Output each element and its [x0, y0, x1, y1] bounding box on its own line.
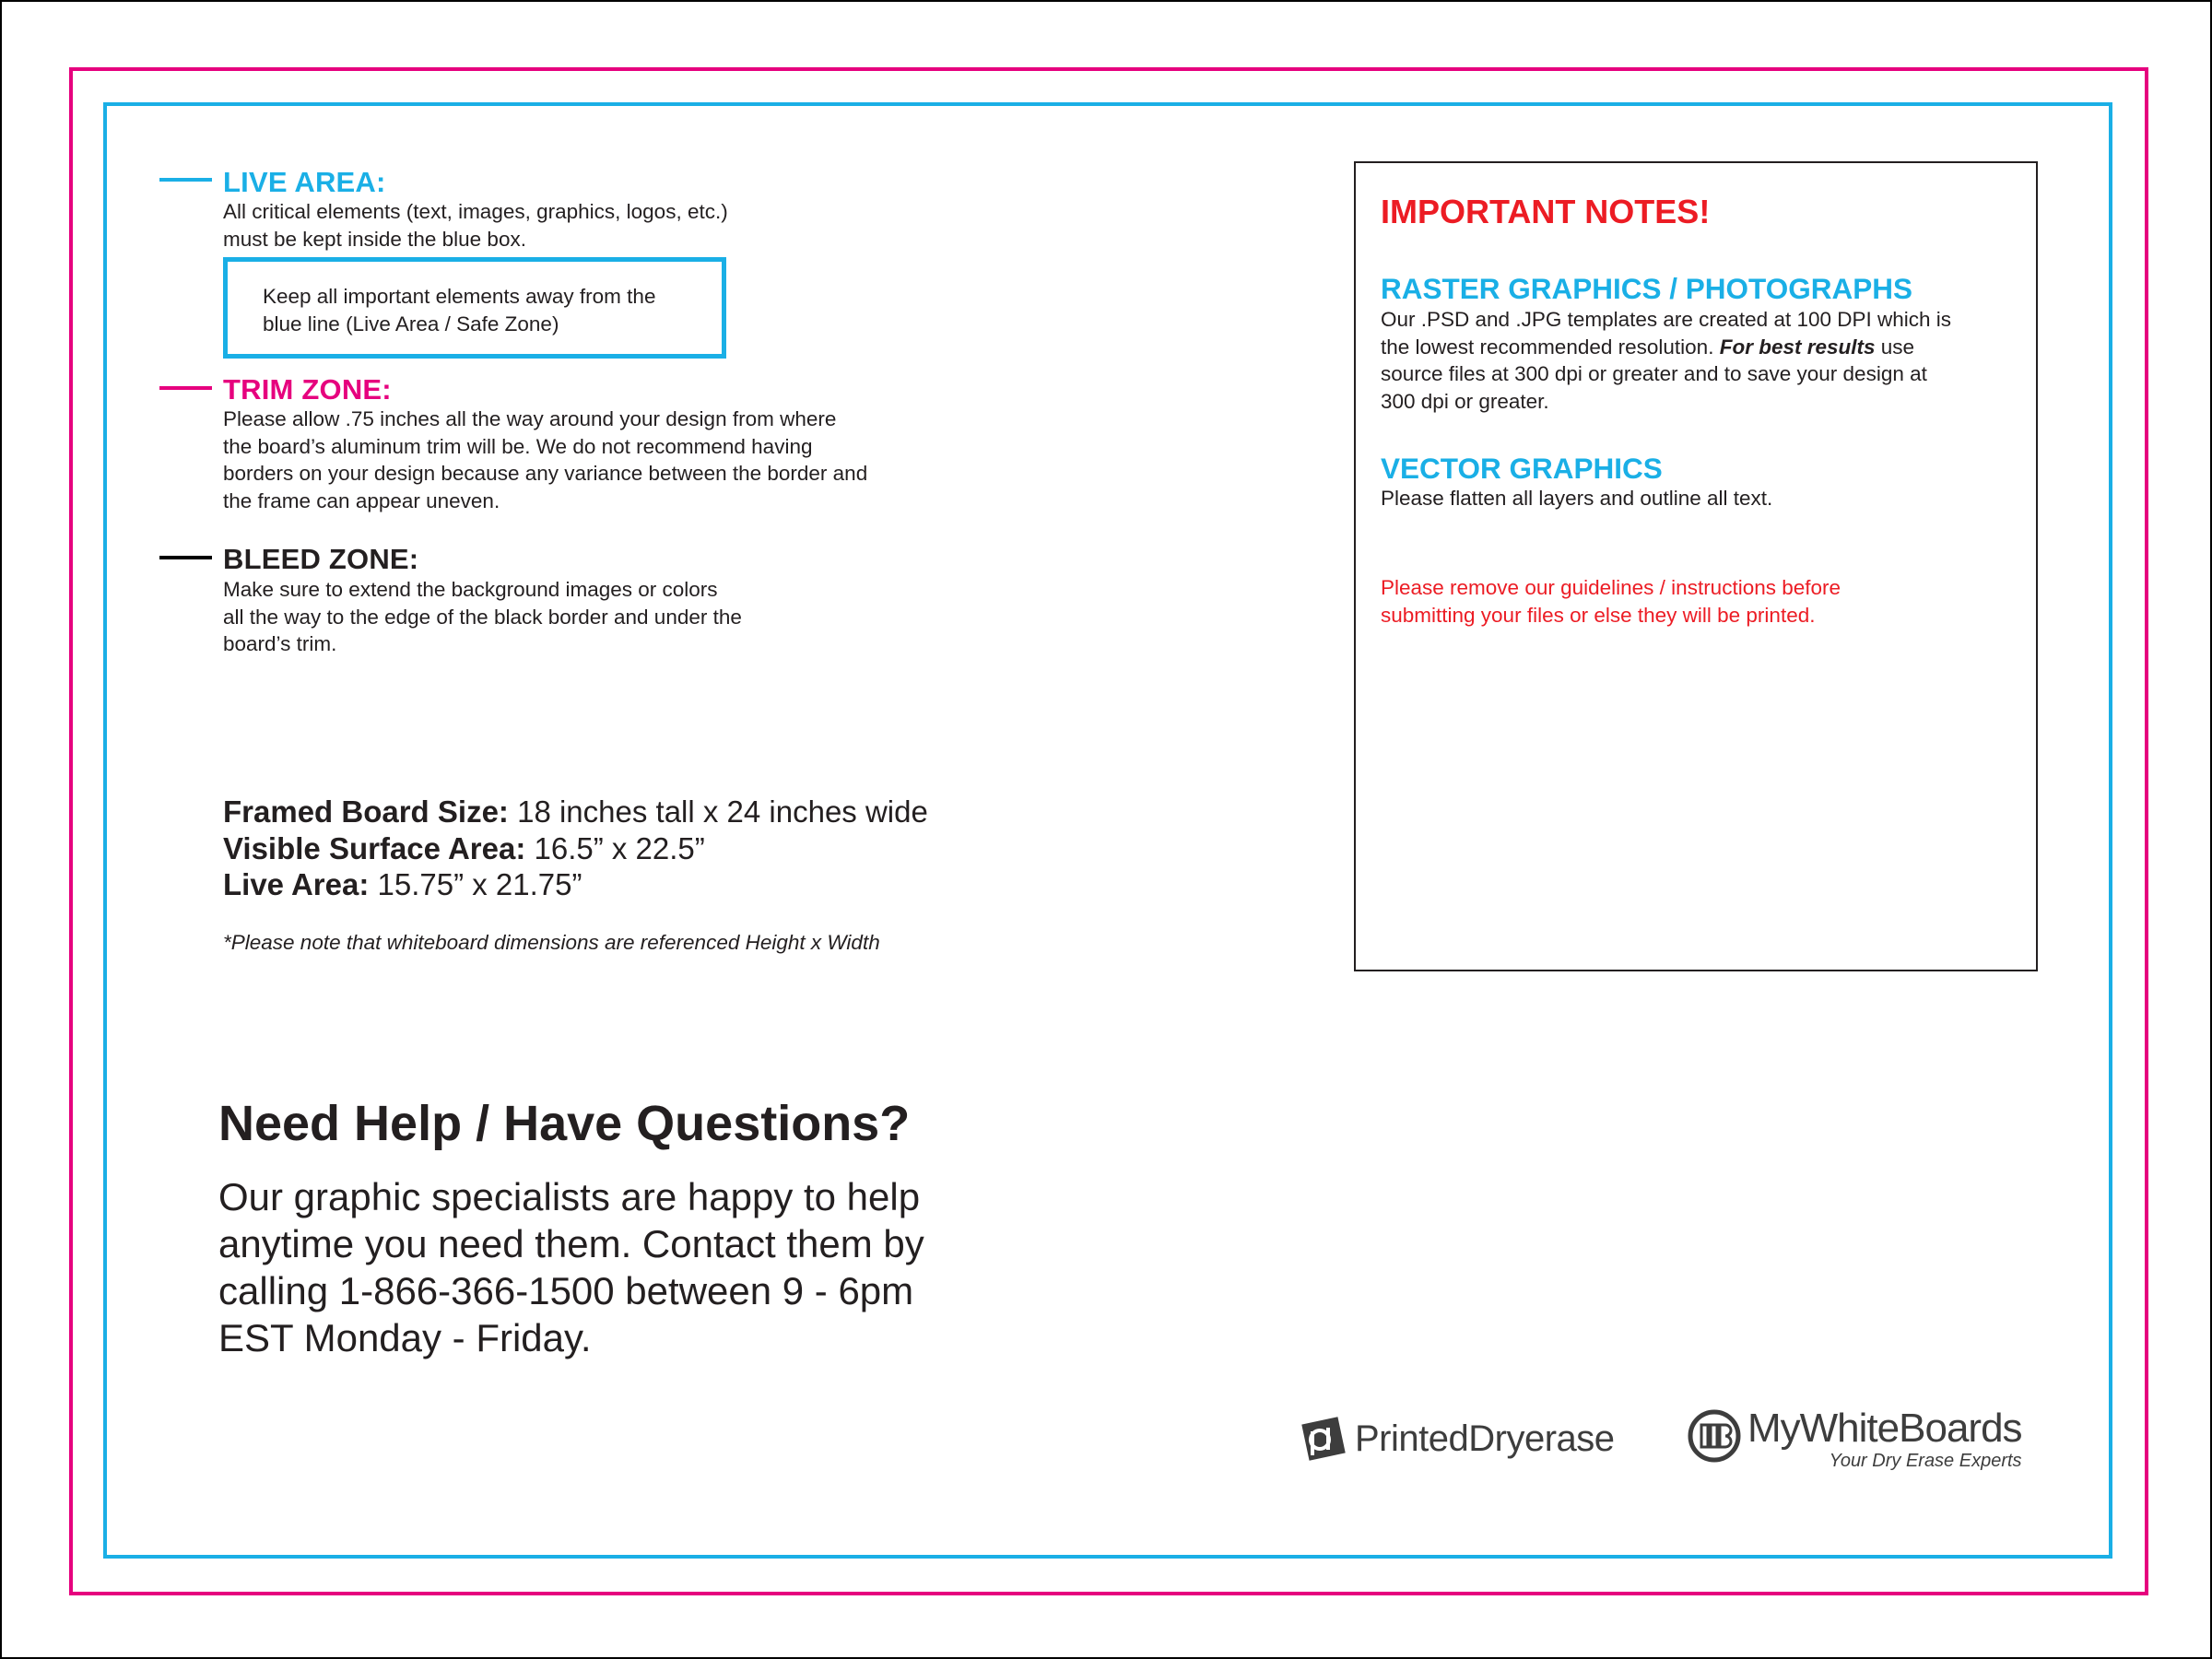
trim-zone-line-1: Please allow .75 inches all the way around your design from where [223, 407, 837, 430]
framed-board-size-label: Framed Board Size: [223, 794, 509, 829]
raster-graphics-text [1381, 306, 2026, 415]
help-title: Need Help / Have Questions? [218, 1096, 911, 1151]
bleed-zone-line-2: all the way to the edge of the black border and under the [223, 605, 742, 629]
mywhiteboards-logo [1687, 1408, 2022, 1475]
mywhiteboards-text [1747, 1408, 2022, 1472]
important-notes-title: IMPORTANT NOTES! [1381, 193, 1711, 230]
printed-dryerase-wordmark: PrintedDryerase [1355, 1418, 1615, 1459]
bleed-zone-legend-line [159, 556, 212, 559]
printed-dryerase-logo [1300, 1411, 1615, 1466]
raster-line-4: 300 dpi or greater. [1381, 389, 1549, 413]
visible-surface-area-value: 16.5” x 22.5” [525, 830, 705, 865]
help-line-1: Our graphic specialists are happy to help [218, 1175, 921, 1218]
trim-zone-line-2: the board’s aluminum trim will be. We do not recommend having [223, 434, 813, 458]
raster-line-2-c: use [1875, 335, 1915, 359]
bleed-zone-heading: BLEED ZONE: [223, 543, 419, 575]
live-area-size [223, 866, 928, 903]
raster-line-3: source files at 300 dpi or greater and to save your design at [1381, 362, 1927, 385]
live-area-line-2: must be kept inside the blue box. [223, 227, 526, 251]
warning-line-2: submitting your files or else they will be printed. [1381, 604, 1816, 627]
live-area-description [223, 198, 728, 253]
bleed-zone-line-3: board’s trim. [223, 632, 337, 655]
trim-zone-heading: TRIM ZONE: [223, 373, 392, 406]
visible-surface-area [223, 830, 928, 867]
trim-zone-description [223, 406, 867, 514]
mywhiteboards-logo-icon [1687, 1408, 1742, 1464]
raster-line-2-a: the lowest recommended resolution. [1381, 335, 1720, 359]
example-line-1: Keep all important elements away from the [263, 285, 656, 308]
trim-zone-legend-line [159, 386, 212, 390]
bleed-zone-description [223, 576, 742, 658]
raster-line-2 [1381, 334, 2026, 361]
mywhiteboards-tagline: Your Dry Erase Experts [1829, 1451, 2022, 1471]
raster-graphics-heading: RASTER GRAPHICS / PHOTOGRAPHS [1381, 272, 1912, 305]
help-line-4: EST Monday - Friday. [218, 1316, 592, 1359]
live-area-size-value: 15.75” x 21.75” [369, 867, 582, 901]
help-line-2: anytime you need them. Contact them by [218, 1222, 924, 1265]
printed-dryerase-logo-icon [1300, 1415, 1347, 1463]
framed-board-size-value: 18 inches tall x 24 inches wide [508, 794, 928, 829]
live-area-legend-line [159, 178, 212, 182]
help-body [218, 1173, 974, 1361]
remove-guidelines-warning [1381, 574, 1952, 629]
raster-line-1: Our .PSD and .JPG templates are created at 100 DPI which is [1381, 308, 1952, 331]
live-area-size-label: Live Area: [223, 867, 370, 901]
live-area-heading: LIVE AREA: [223, 166, 386, 198]
dimensions-note: *Please note that whiteboard dimensions are referenced Height x Width [223, 931, 880, 954]
important-notes-box [1354, 161, 2038, 971]
warning-line-1: Please remove our guidelines / instructions before [1381, 576, 1841, 599]
trim-zone-line-3: borders on your design because any variance between the border and [223, 462, 868, 485]
visible-surface-area-label: Visible Surface Area: [223, 830, 526, 865]
vector-graphics-heading: VECTOR GRAPHICS [1381, 452, 1663, 485]
help-line-3: calling 1-866-366-1500 between 9 - 6pm [218, 1269, 914, 1312]
vector-graphics-text: Please flatten all layers and outline all text. [1381, 487, 1773, 510]
best-results-emphasis: For best results [1719, 335, 1876, 359]
bleed-zone-line-1: Make sure to extend the background images or colors [223, 578, 718, 601]
board-specs [223, 794, 928, 903]
live-area-example-box [223, 257, 726, 359]
live-area-line-1: All critical elements (text, images, graphics, logos, etc.) [223, 200, 728, 223]
framed-board-size [223, 794, 928, 830]
trim-zone-line-4: the frame can appear uneven. [223, 488, 500, 512]
example-line-2: blue line (Live Area / Safe Zone) [263, 312, 559, 335]
mywhiteboards-wordmark: MyWhiteBoards [1747, 1406, 2022, 1451]
live-area-example-text [263, 283, 705, 337]
